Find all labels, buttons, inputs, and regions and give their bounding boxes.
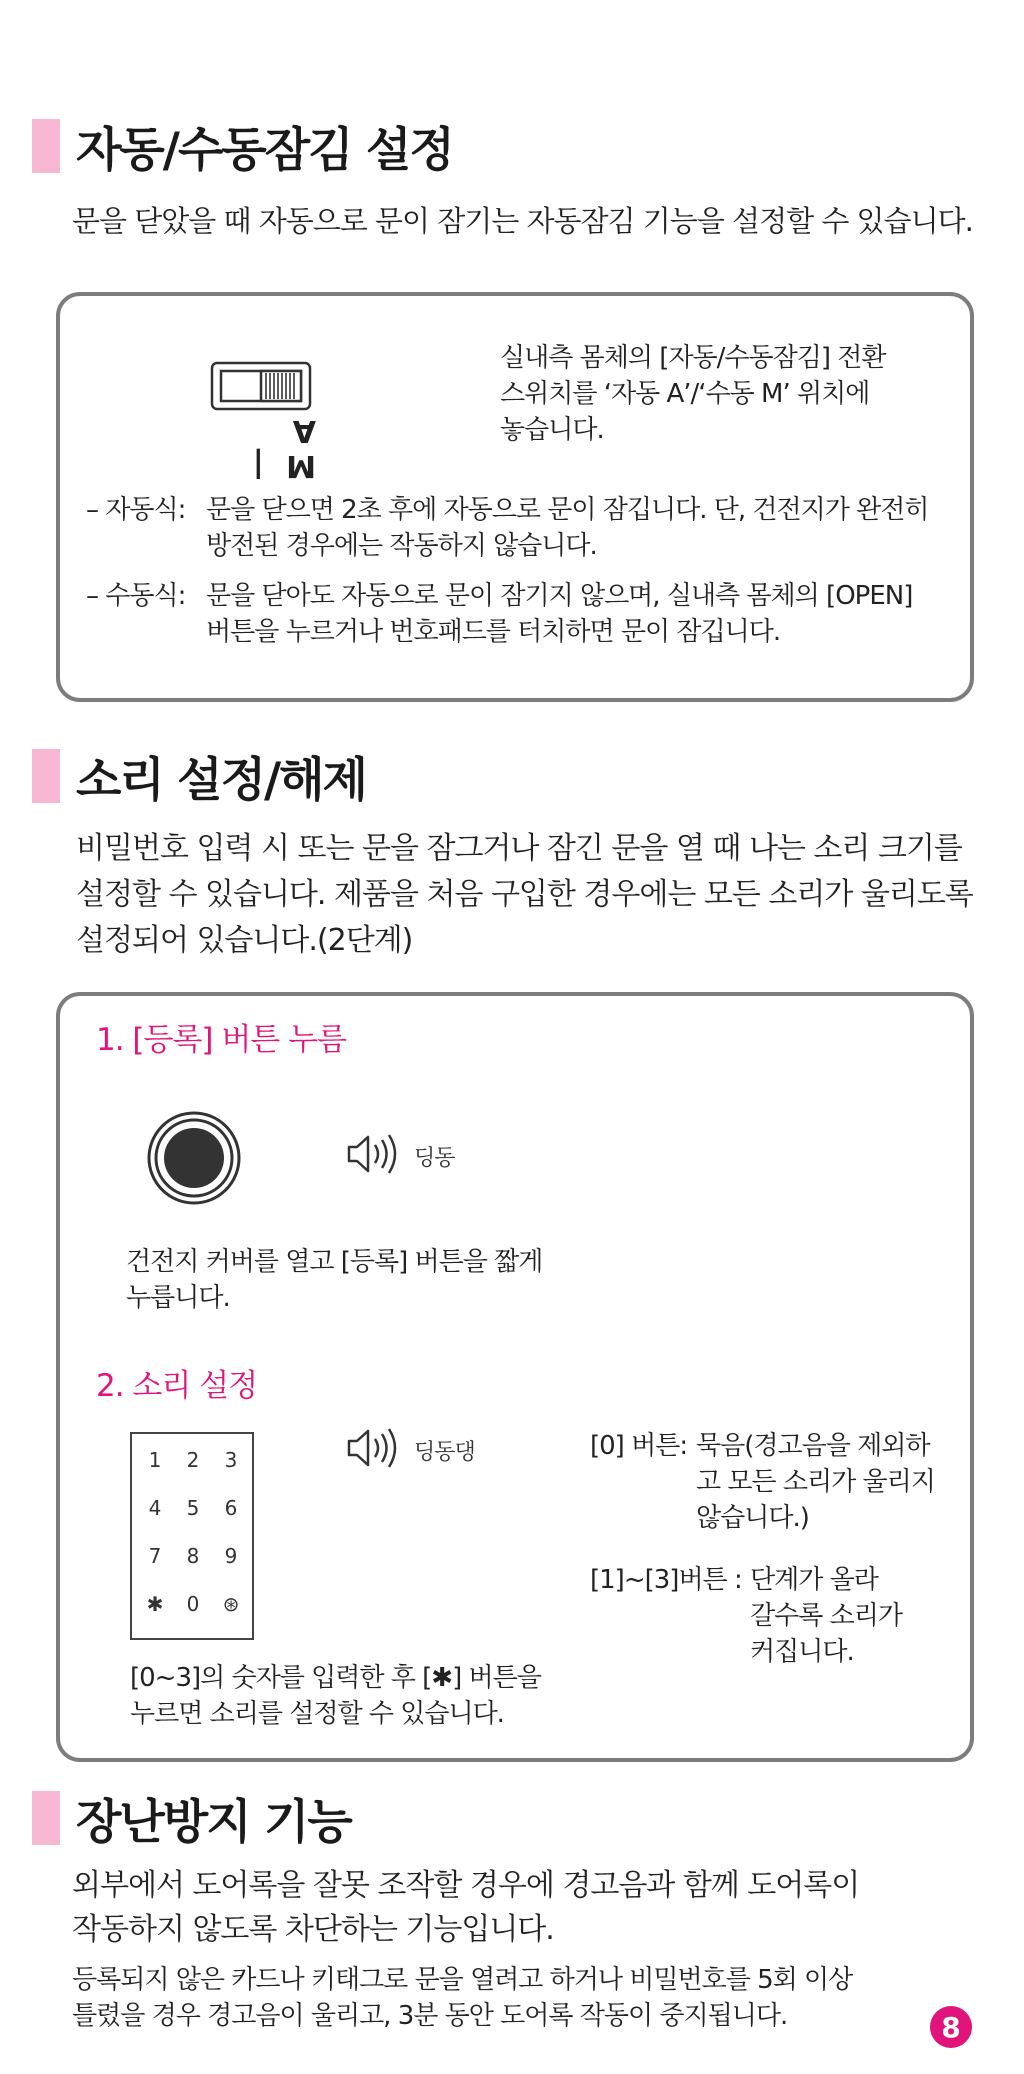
instruction-line: 스위치를 ‘자동 A’/‘수동 M’ 위치에 [500,379,870,409]
auto-mode-label: – 자동식: [86,495,186,525]
switch-instruction [500,340,940,448]
speaker-icon [346,1132,404,1180]
title-text: 자동/수동잠김 설정 [76,122,453,178]
switch-mode-label: M | A [246,413,316,483]
note-button-0 [590,1428,935,1536]
step1-desc [126,1244,542,1316]
body-line: 틀렸을 경우 경고음이 울리고, 3분 동안 도어록 작동이 중지됩니다. [72,2001,788,2031]
auto-lock-box [56,292,974,702]
title-text: 장난방지 기능 [76,1794,351,1850]
keypad-key[interactable]: 0 [186,1592,200,1616]
keypad-key[interactable]: 3 [224,1448,238,1472]
section-title-sound [32,746,366,806]
body-line: 등록되지 않은 카드나 키태그로 문을 열려고 하거나 비밀번호를 5회 이상 [72,1965,853,1995]
manual-mode-label: – 수동식: [86,581,186,611]
auto-mode-desc [86,492,966,564]
step2-heading: 2. 소리 설정 [96,1368,258,1404]
note-line: 않습니다.) [696,1503,809,1533]
round-button-icon [146,1110,242,1210]
intro-line: 설정할 수 있습니다. 제품을 처음 구입한 경우에는 모든 소리가 울리도록 [76,877,973,912]
note-label: [0] 버튼: [590,1431,688,1461]
desc-line: 누릅니다. [126,1283,230,1313]
keypad-key[interactable]: 9 [224,1544,238,1568]
step1-heading: 1. [등록] 버튼 누름 [96,1022,347,1058]
keypad-key[interactable]: 6 [224,1496,238,1520]
manual-line: 문을 닫아도 자동으로 문이 잠기지 않으며, 실내측 몸체의 [OPEN] [206,581,913,611]
auto-line: 방전된 경우에는 작동하지 않습니다. [206,531,597,561]
intro-line: 외부에서 도어록을 잘못 조작할 경우에 경고음과 함께 도어록이 [72,1868,860,1903]
keypad-key[interactable]: 1 [148,1448,162,1472]
sound-label: 딩동댕 [414,1439,475,1465]
manual-line: 버튼을 누르거나 번호패드를 터치하면 문이 잠깁니다. [206,617,781,647]
keypad-key[interactable]: 4 [148,1496,162,1520]
desc-line: [0~3]의 숫자를 입력한 후 [✱] 버튼을 [130,1663,541,1693]
sound-indicator-2 [346,1426,475,1474]
manual-mode-desc [86,578,966,650]
title-accent-bar [32,119,60,173]
note-label: [1]~[3]버튼 : [590,1565,742,1595]
sound-indicator-1 [346,1132,455,1180]
note-line: 고 모든 소리가 울리지 [696,1467,935,1497]
keypad-key[interactable]: 8 [186,1544,200,1568]
instruction-line: 놓습니다. [500,415,604,445]
desc-line: 누르면 소리를 설정할 수 있습니다. [130,1699,504,1729]
title-accent-bar [32,1791,60,1845]
note-button-1-3 [590,1562,902,1670]
instruction-line: 실내측 몸체의 [자동/수동잠김] 전환 [500,343,886,373]
speaker-icon [346,1426,404,1474]
step2-desc [130,1660,541,1732]
intro-line: 비밀번호 입력 시 또는 문을 잠그거나 잠긴 문을 열 때 나는 소리 크기를 [76,831,962,866]
desc-line: 건전지 커버를 열고 [등록] 버튼을 짧게 [126,1247,543,1277]
intro-line: 작동하지 않도록 차단하는 기능입니다. [72,1912,554,1947]
section3-intro [72,1864,859,1952]
title-text: 소리 설정/해제 [76,752,366,808]
sound-label: 딩동 [414,1145,455,1171]
keypad-key-lock[interactable]: ⊛ [222,1592,240,1616]
toggle-switch-icon [210,361,316,483]
section1-intro: 문을 닫았을 때 자동으로 문이 잠기는 자동잠김 기능을 설정할 수 있습니다. [72,204,973,238]
keypad-key[interactable]: 7 [148,1544,162,1568]
sound-setting-box [56,992,974,1762]
section2-intro [76,826,973,964]
note-line: 묵음(경고음을 제외하 [696,1431,930,1461]
note-line: 갈수록 소리가 [750,1601,902,1631]
section3-body [72,1962,852,2034]
keypad [130,1432,254,1640]
intro-line: 설정되어 있습니다.(2단계) [76,923,413,958]
section-title-auto-lock [32,116,453,176]
keypad-key[interactable]: 5 [186,1496,200,1520]
page-number-badge: 8 [930,2006,972,2048]
note-line: 커집니다. [750,1637,854,1667]
keypad-key[interactable]: 2 [186,1448,200,1472]
section-title-anti-tamper [32,1788,351,1848]
auto-line: 문을 닫으면 2초 후에 자동으로 문이 잠깁니다. 단, 건전지가 완전히 [206,495,929,525]
keypad-key-star[interactable]: ✱ [146,1592,164,1616]
note-line: 단계가 올라 [750,1565,878,1595]
title-accent-bar [32,749,60,803]
